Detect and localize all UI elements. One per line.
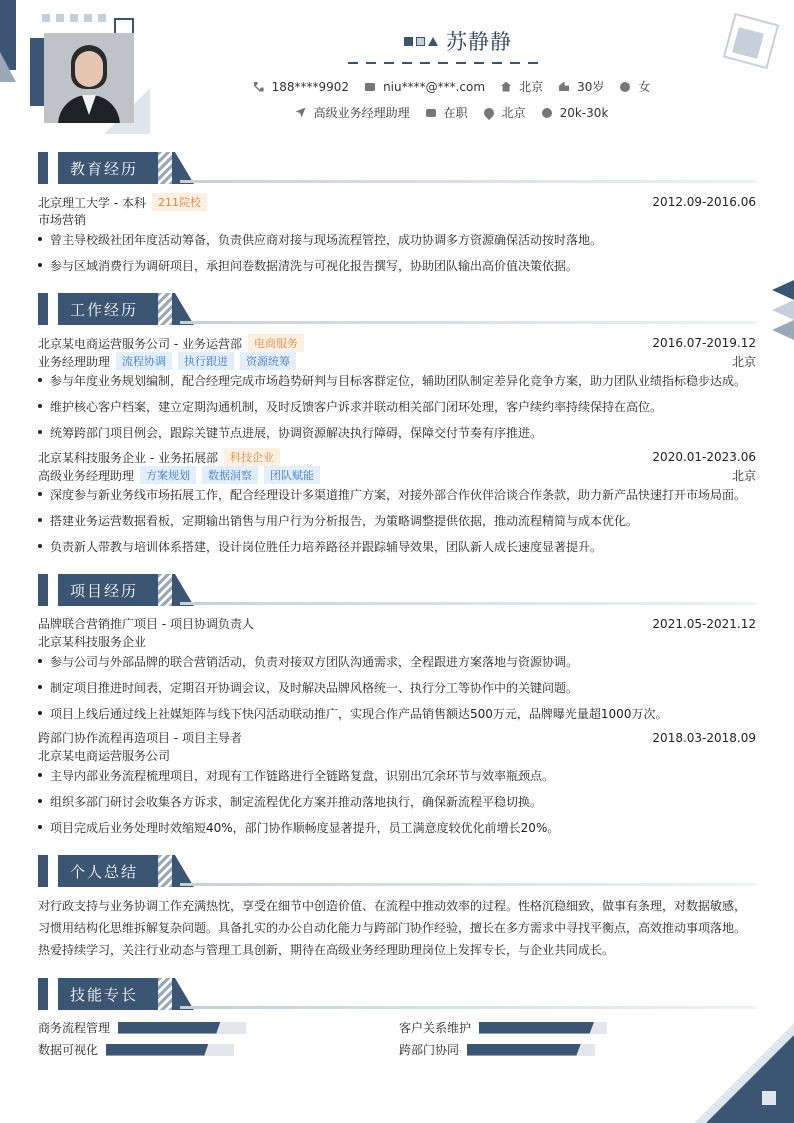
work-location: 北京 [731,468,756,483]
gender-icon [620,82,630,92]
skill-bar [467,1044,595,1056]
section-title: 项目经历 [70,582,139,600]
skill-item [38,1019,246,1036]
list-item: 项目上线后通过线上社媒矩阵与线下快闪活动联动推广，实现合作产品销售额达500万元，品牌曝光量超1000万次。 [38,705,756,722]
major-row [38,211,756,228]
section-title: 教育经历 [70,160,139,178]
list-item: 负责新人带教与培训体系搭建，设计岗位胜任力培养路径并跟踪辅导效果，团队新人成长速度显著提升。 [38,538,756,555]
list-item: 参与公司与外部品牌的联合营销活动，负责对接双方团队沟通需求，全程跟进方案落地与资源协调。 [38,653,756,670]
skill-tag: 流程协调 [116,352,172,370]
summary-line: 习惯用结构化思维拆解复杂问题。具备扎实的办公自动化能力与跨部门协作经验，擅长在多方需求中寻找平衡点，高效推动事项落地。 [38,921,747,935]
summary-line: 热爱持续学习，关注行业动态与管理工具创新，期待在高级业务经理助理岗位上发挥专长，与企业共同成长。 [38,943,615,957]
skill-bar-fill [467,1044,581,1056]
project-row [38,615,756,632]
skill-bar-fill [479,1022,594,1034]
email: niu****@***.com [383,79,486,94]
skill-bar [479,1022,607,1034]
square-pattern-decoration [42,14,106,22]
work-role-row [38,466,756,484]
industry-tag: 科技企业 [224,448,280,466]
home-icon [501,82,511,92]
section-header-summary [38,855,756,887]
list-item: 项目完成后业务处理时效缩短40%，部门协作顺畅度显著提升，员工满意度较优化前增长20%。 [38,819,756,836]
list-item: 制定项目推进时间表，定期召开协调会议，及时解决品牌风格统一、执行分工等协作中的关键问题。 [38,679,756,696]
project-company: 北京某科技服务企业 [38,635,147,649]
contact-info [0,78,794,95]
work-company-row [38,448,756,466]
education-row [38,193,756,211]
cake-icon [559,82,569,91]
list-item: 组织多部门研讨会收集各方诉求，制定流程优化方案并推动落地执行，确保新流程平稳切换。 [38,793,756,810]
list-item: 主导内部业务流程梳理项目，对现有工作链路进行全链路复盘，识别出冗余环节与效率瓶颈点。 [38,767,756,784]
school: 北京理工大学 - 本科 [38,195,146,210]
skill-bar-fill [118,1022,220,1034]
skill-tag: 执行跟进 [178,352,234,370]
phone-icon [254,82,264,92]
list-item: 曾主导校级社团年度活动筹备，负责供应商对接与现场流程管控，成功协调多方资源确保活动按时落地。 [38,231,756,248]
salary-icon [542,108,552,118]
dashed-divider [348,62,544,64]
target-city: 北京 [501,106,526,120]
skill-name: 客户关系维护 [399,1021,472,1035]
gender: 女 [638,80,651,94]
send-icon [296,108,306,118]
company: 北京某科技服务企业 - 业务拓展部 [38,450,218,465]
education-date: 2012.09-2016.06 [652,195,756,209]
list-item: 参与年度业务规划编制，配合经理完成市场趋势研判与目标客群定位，辅助团队制定差异化竞争方案，助力团队业绩指标稳步达成。 [38,372,756,389]
skill-name: 商务流程管理 [38,1021,111,1035]
list-item: 深度参与新业务线市场拓展工作，配合经理设计多渠道推广方案，对接外部合作伙伴洽谈合作条款，助力新产品快速打开市场局面。 [38,486,756,503]
list-item: 搭建业务运营数据看板，定期输出销售与用户行为分析报告，为策略调整提供依据，推动流程精简与成本优化。 [38,512,756,529]
corner-decoration [762,1091,776,1105]
skill-name: 跨部门协同 [399,1043,460,1057]
work-date: 2020.01-2023.06 [652,450,756,464]
job-target: 高级业务经理助理 [313,106,410,120]
briefcase-icon [426,109,436,117]
section-title: 技能专长 [70,986,139,1004]
project-row [38,729,756,746]
project-name: 跨部门协作流程再造项目 - 项目主导者 [38,731,242,745]
section-title: 工作经历 [70,301,139,319]
skill-tag: 团队赋能 [264,466,320,484]
industry-tag: 电商服务 [248,334,304,352]
location-icon [482,105,496,119]
project-company-row [38,633,756,650]
skill-tag: 方案规划 [140,466,196,484]
list-item: 统筹跨部门项目例会，跟踪关键节点进展，协调资源解决执行障碍，保障交付节奏有序推进。 [38,424,756,441]
job-status: 在职 [443,106,468,120]
skill-bar [106,1044,234,1056]
job-intent-info [0,104,794,121]
skill-name: 数据可视化 [38,1043,99,1057]
summary-line: 对行政支持与业务协调工作充满热忱，享受在细节中创造价值、在流程中推动效率的过程。性格沉稳细致，做事有条理，对数据敏感， [38,899,747,913]
candidate-name: 苏静静 [446,30,512,54]
list-item: 参与区域消费行为调研项目，承担问卷数据清洗与可视化报告撰写，协助团队输出高价值决策依据。 [38,257,756,274]
summary-text [38,895,754,961]
name-decoration-icon [404,37,438,46]
work-company-row [38,334,756,352]
section-header-project [38,574,756,606]
section-header-skills [38,978,756,1010]
mail-icon [365,83,375,91]
role: 业务经理助理 [38,354,111,369]
role: 高级业务经理助理 [38,468,135,483]
project-company-row [38,747,756,764]
skill-bar-fill [106,1044,208,1056]
school-tag: 211院校 [152,193,207,211]
project-name: 品牌联合营销推广项目 - 项目协调负责人 [38,617,254,631]
project-date: 2021.05-2021.12 [652,616,756,631]
project-company: 北京某电商运营服务公司 [38,749,171,763]
skill-bar [118,1022,246,1034]
skill-tag: 资源统筹 [240,352,296,370]
arrow-decoration [772,280,794,340]
skill-item [399,1041,595,1058]
work-role-row [38,352,756,370]
section-header-education [38,152,756,184]
skill-item [399,1019,607,1036]
city: 北京 [519,80,544,94]
skill-tag: 数据洞察 [202,466,258,484]
age: 30岁 [577,80,605,94]
work-location: 北京 [731,354,756,369]
skill-item [38,1041,234,1058]
section-header-work [38,293,756,325]
section-title: 个人总结 [70,863,139,881]
list-item: 维护核心客户档案，建立定期沟通机制，及时反馈客户诉求并联动相关部门闭环处理，客户续约率持续保持在高位。 [38,398,756,415]
major: 市场营销 [38,213,87,227]
phone-number: 188****9902 [271,79,350,94]
company: 北京某电商运营服务公司 - 业务运营部 [38,336,242,351]
project-date: 2018.03-2018.09 [652,730,756,745]
work-date: 2016.07-2019.12 [652,336,756,350]
name-row [404,26,512,56]
salary: 20k-30k [559,105,609,120]
